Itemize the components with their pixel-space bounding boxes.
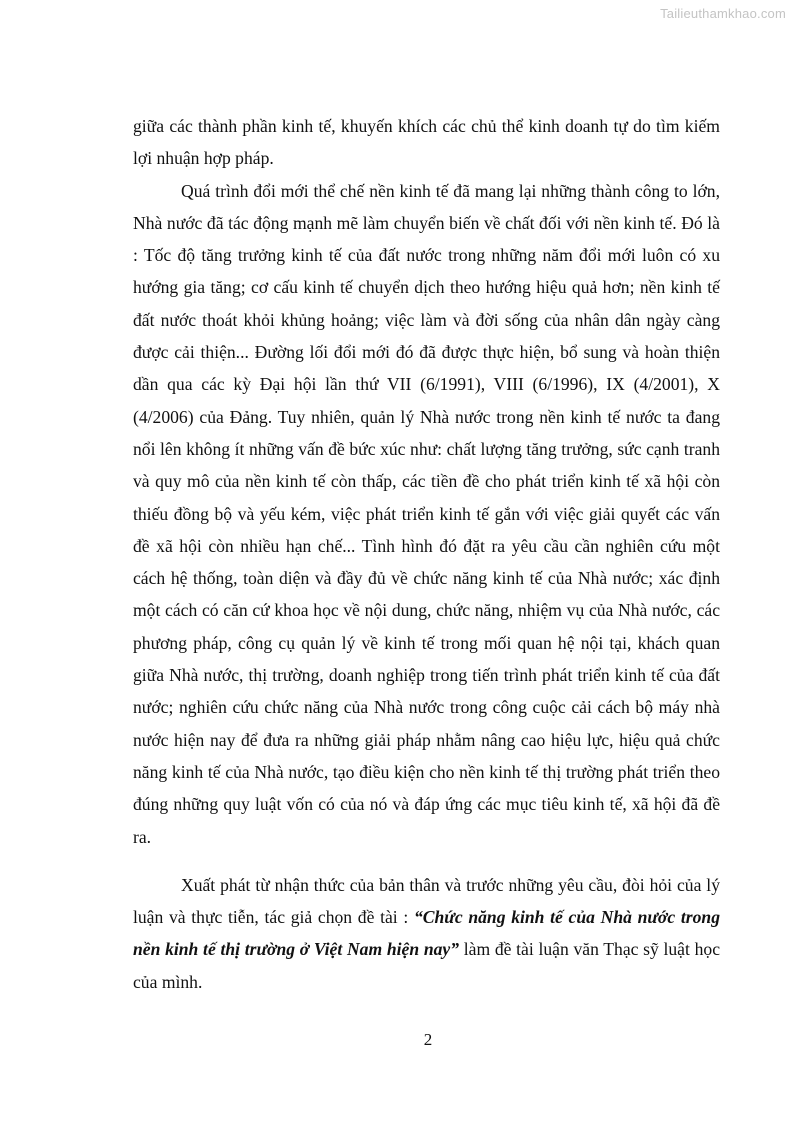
watermark: Tailieuthamkhao.com [660, 6, 786, 21]
page-number: 2 [423, 1030, 433, 1049]
paragraph-3-intro: Xuất phát từ nhận thức của bản thân và trước những yêu cầu, đòi hỏi của lý luận và thực tiễn, tác giả chọn đề tài : [133, 874, 720, 928]
paragraph-2: Quá trình đổi mới thể chế nền kinh tế đã mang lại những thành công to lớn, Nhà nước đã tác động mạnh mẽ làm chuyển biến về chất đối với nền kinh tế. Đó là : Tốc độ tăng trưởng kinh tế của đất nước trong những năm đổi mới luôn có xu hướng gia tăng; cơ cấu kinh tế chuyển dịch theo hướng hiệu quả hơn; nền kinh tế đất nước thoát khỏi khủng hoảng; việc làm và đời sống của nhân dân ngày càng được cải thiện... Đường lối đổi mới đó đã được thực hiện, bổ sung và hoàn thiện dần qua các kỳ Đại hội lần thứ VII (6/1991), VIII (6/1996), IX (4/2001), X (4/2006) của Đảng. Tuy nhiên, quản lý Nhà nước trong nền kinh tế nước ta đang nổi lên không ít những vấn đề bức xúc như: chất lượng tăng trưởng, sức cạnh tranh và quy mô của nền kinh tế còn thấp, các tiền đề cho phát triển kinh tế xã hội còn thiếu đồng bộ và yếu kém, việc phát triển kinh tế gắn với việc giải quyết các vấn đề xã hội còn nhiều hạn chế... Tình hình đó đặt ra yêu cầu cần nghiên cứu một cách hệ thống, toàn diện và đầy đủ về chức năng kinh tế của Nhà nước; xác định một cách có căn cứ khoa học về nội dung, chức năng, nhiệm vụ của Nhà nước, các phương pháp, công cụ quản lý về kinh tế trong mối quan hệ nội tại, khách quan giữa Nhà nước, thị trường, doanh nghiệp trong tiến trình phát triển kinh tế của đất nước; nghiên cứu chức năng của Nhà nước trong công cuộc cải cách bộ máy nhà nước hiện nay để đưa ra những giải pháp nhằm nâng cao hiệu lực, hiệu quả chức năng kinh tế của Nhà nước, tạo điều kiện cho nền kinh tế thị trường phát triển theo đúng những quy luật vốn có của nó và đáp ứng các mục tiêu kinh tế, xã hội đã đề ra. [133, 180, 720, 847]
paragraph-1: giữa các thành phần kinh tế, khuyến khích các chủ thể kinh doanh tự do tìm kiếm lợi nhuận hợp pháp. [133, 116, 720, 169]
thesis-title: “Chức năng kinh tế của Nhà nước trong nền kinh tế thị trường ở Việt Nam hiện nay” [133, 907, 720, 960]
document-body [133, 110, 720, 998]
paragraph-3-end: làm đề tài luận văn Thạc sỹ luật học của mình. [133, 939, 720, 992]
paragraph-3 [133, 869, 720, 998]
